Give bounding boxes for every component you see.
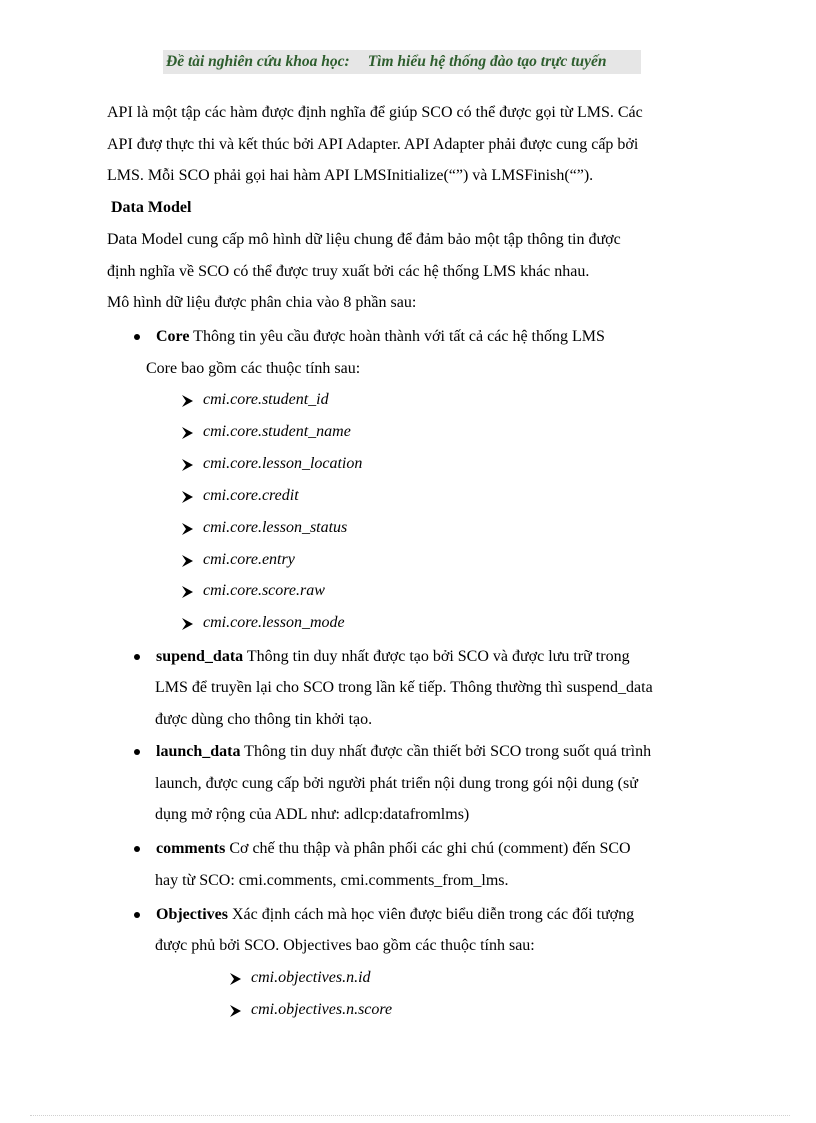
bullet-icon bbox=[134, 749, 140, 755]
bullet-icon bbox=[134, 334, 140, 340]
page-header bbox=[163, 50, 641, 74]
attribute-item: cmi.core.student_name bbox=[203, 422, 351, 440]
launch-item bbox=[156, 742, 651, 762]
attribute-item: cmi.core.credit bbox=[203, 486, 299, 504]
objectives-line-1: Xác định cách mà học viên được biểu diễn trong các đối tượng bbox=[227, 906, 635, 923]
arrowhead-icon bbox=[181, 617, 194, 631]
comments-term: comments bbox=[156, 840, 226, 857]
launch-term: launch_data bbox=[156, 743, 241, 760]
suspend-term: supend_data bbox=[156, 648, 244, 665]
arrowhead-icon bbox=[181, 522, 194, 536]
bullet-icon bbox=[134, 654, 140, 660]
objectives-term: Objectives bbox=[156, 906, 228, 923]
bullet-icon bbox=[134, 846, 140, 852]
intro-line-3: LMS. Mỗi SCO phải gọi hai hàm API LMSInitialize(“”) và LMSFinish(“”). bbox=[107, 167, 594, 184]
section-heading: Data Model bbox=[111, 199, 192, 216]
attribute-item: cmi.core.student_id bbox=[203, 391, 329, 408]
comments-line-2: hay từ SCO: cmi.comments, cmi.comments_from_lms. bbox=[155, 872, 509, 889]
arrowhead-icon bbox=[181, 490, 194, 504]
bullet-icon bbox=[134, 912, 140, 918]
data-model-line-3: Mô hình dữ liệu được phân chia vào 8 phần sau: bbox=[107, 294, 417, 311]
suspend-line-1: Thông tin duy nhất được tạo bởi SCO và được lưu trữ trong bbox=[243, 648, 630, 665]
launch-line-2: launch, được cung cấp bởi người phát triển nội dung trong gói nội dung (sử bbox=[155, 775, 638, 792]
intro-line-2: API đượ thực thi và kết thúc bởi API Adapter. API Adapter phải được cung cấp bởi bbox=[107, 136, 639, 153]
objectives-item bbox=[156, 905, 634, 925]
attribute-item: cmi.objectives.n.id bbox=[251, 969, 371, 986]
attribute-item: cmi.core.lesson_location bbox=[203, 454, 363, 472]
comments-item bbox=[156, 839, 631, 859]
page-footer-rule bbox=[30, 1115, 790, 1116]
comments-line-1: Cơ chế thu thập và phân phối các ghi chú (comment) đến SCO bbox=[225, 840, 631, 857]
launch-line-1: Thông tin duy nhất được cần thiết bởi SCO trong suốt quá trình bbox=[240, 743, 652, 760]
core-desc: Thông tin yêu cầu được hoàn thành với tất cả các hệ thống LMS bbox=[189, 328, 605, 345]
arrowhead-icon bbox=[181, 426, 194, 440]
header-title: Tìm hiểu hệ thống đào tạo trực tuyến bbox=[367, 53, 607, 70]
suspend-line-3: được dùng cho thông tin khởi tạo. bbox=[155, 711, 373, 728]
attribute-item: cmi.objectives.n.score bbox=[251, 1001, 393, 1018]
attribute-item: cmi.core.score.raw bbox=[203, 582, 325, 600]
core-term: Core bbox=[156, 328, 190, 345]
core-item bbox=[156, 327, 605, 347]
arrowhead-icon bbox=[181, 554, 194, 568]
arrowhead-icon bbox=[181, 585, 194, 599]
data-model-line-2: định nghĩa về SCO có thể được truy xuất bởi các hệ thống LMS khác nhau. bbox=[107, 263, 590, 280]
arrowhead-icon bbox=[229, 972, 242, 986]
attribute-item: cmi.core.lesson_status bbox=[203, 518, 348, 536]
arrowhead-icon bbox=[229, 1004, 242, 1018]
suspend-line-2: LMS để truyền lại cho SCO trong lần kế tiếp. Thông thường thì suspend_data bbox=[155, 679, 653, 696]
core-attrs-intro: Core bao gồm các thuộc tính sau: bbox=[146, 360, 361, 377]
data-model-line-1: Data Model cung cấp mô hình dữ liệu chung để đảm bảo một tập thông tin được bbox=[107, 231, 621, 248]
launch-line-3: dụng mở rộng của ADL như: adlcp:datafromlms) bbox=[155, 806, 470, 823]
objectives-line-2: được phủ bởi SCO. Objectives bao gồm các thuộc tính sau: bbox=[155, 937, 535, 954]
header-label: Đề tài nghiên cứu khoa học: bbox=[166, 53, 350, 70]
suspend-item bbox=[156, 647, 630, 667]
attribute-item: cmi.core.lesson_mode bbox=[203, 614, 345, 632]
arrowhead-icon bbox=[181, 394, 194, 408]
intro-line-1: API là một tập các hàm được định nghĩa để giúp SCO có thể được gọi từ LMS. Các bbox=[107, 104, 643, 121]
arrowhead-icon bbox=[181, 458, 194, 472]
attribute-item: cmi.core.entry bbox=[203, 550, 295, 568]
